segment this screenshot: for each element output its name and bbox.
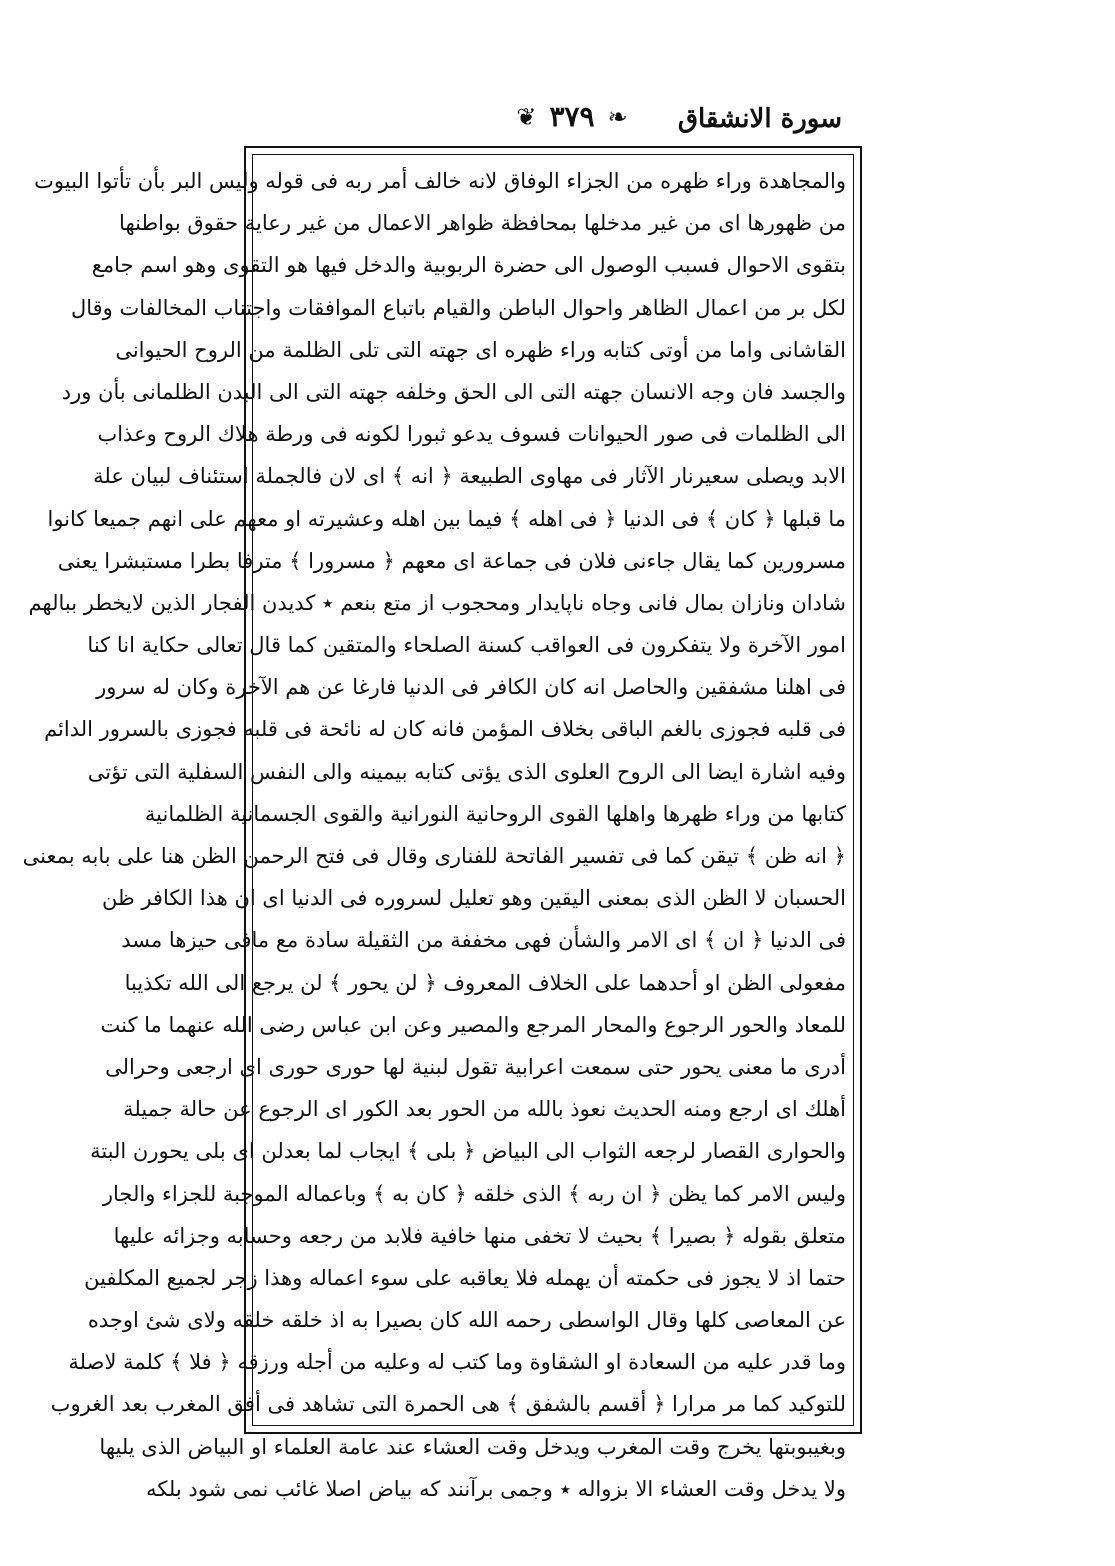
- text-line: وفيه اشارة ايضا الى الروح العلوى الذى يؤتى كتابه بيمينه والى النفس السفلية التى تؤتى: [87, 759, 846, 784]
- text-line: وما قدر عليه من السعادة او الشقاوة وما كتب له وعليه من أجله ورزقه ﴿ فلا ﴾ كلمة لاصلة: [68, 1350, 846, 1375]
- text-line: لكل بر من اعمال الظاهر واحوال الباطن والقيام باتباع الموافقات واجتناب المخالفات وقال: [70, 295, 846, 320]
- ornament-right-icon: ❧: [607, 102, 628, 131]
- page-header: [262, 100, 842, 140]
- text-line: ما قبلها ﴿ كان ﴾ فى الدنيا ﴿ فى اهله ﴾ فيما بين اهله وعشيرته او معهم على انهم جميعا كانوا: [47, 506, 846, 531]
- text-line: فى اهلنا مشفقين والحاصل انه كان الكافر فى الدنيا فارغا عن هم الآخرة وكان له سرور: [96, 675, 846, 700]
- text-line: كتابها من وراء ظهرها واهلها القوى الروحانية النورانية والقوى الجسمانية الظلمانية: [144, 801, 846, 826]
- text-line: شادان ونازان بمال فانى وجاه ناپايدار ومحجوب از متع بنعم ٭ كديدن الفجار الذين لايخطر ببالهم: [28, 590, 846, 615]
- text-line: فى الدنيا ﴿ ان ﴾ اى الامر والشأن فهى مخففة من الثقيلة سادة مع مافى حيزها مسد: [121, 928, 846, 953]
- text-line: للمعاد والحور الرجوع والمحار المرجع والمصير وعن ابن عباس رضى الله عنهما ما كنت: [100, 1012, 846, 1037]
- page-number: ٣٧٩: [549, 100, 595, 133]
- text-line: للتوكيد كما مر مرارا ﴿ أقسم بالشفق ﴾ هى الحمرة التى تشاهد فى أفق المغرب بعد الغروب: [50, 1392, 846, 1417]
- text-line: الحسبان لا الظن الذى بمعنى اليقين وهو تعليل لسروره فى الدنيا اى ان هذا الكافر ظن: [101, 886, 846, 911]
- text-line: فى قلبه فجوزى بالغم الباقى بخلاف المؤمن فانه كان له نائحة فى قلبه فجوزى بالسرور الدائم: [44, 717, 846, 742]
- text-line: أهلك اى ارجع ومنه الحديث نعوذ بالله من الحور بعد الكور اى الرجوع عن حالة جميلة: [123, 1097, 846, 1122]
- text-line: القاشانى واما من أوتى كتابه وراء ظهره اى جهته التى تلى الظلمة من الروح الحيوانى: [115, 337, 846, 362]
- text-line: من ظهورها اى من غير مدخلها بمحافظة ظواهر الاعمال من غير رعاية حقوق بواطنها: [119, 211, 846, 236]
- text-line: وبغيبوبتها يخرج وقت المغرب ويدخل وقت العشاء عند عامة العلماء او البياض الذى يليها: [99, 1434, 846, 1459]
- text-line: ﴿ انه ظن ﴾ تيقن كما فى تفسير الفاتحة للفنارى وقال فى فتح الرحمن الظن هنا على بابه بمعنى: [22, 844, 846, 868]
- text-line: والحوارى القصار لرجعه الثواب الى البياض ﴿ بلى ﴾ ايجاب لما بعدلن اى بلى يحورن البتة: [90, 1139, 846, 1164]
- text-line: متعلق بقوله ﴿ بصيرا ﴾ بحيث لا تخفى منها خافية فلابد من رجعه وحسابه وجزائه عليها: [113, 1223, 846, 1248]
- text-frame: [22, 146, 862, 1501]
- text-line: حتما اذ لا يجوز فى حكمته أن يهمله فلا يعاقبه على سوء اعماله وهذا زجر لجميع المكلفين: [84, 1265, 846, 1290]
- text-line: مفعولى الظن او أحدهما على الخلاف المعروف ﴿ لن يحور ﴾ لن يرجع الى الله تكذيبا: [124, 970, 846, 995]
- text-line: امور الآخرة ولا يتفكرون فى العواقب كسنة الصلحاء والمتقين كما قال تعالى حكاية انا كنا: [87, 633, 846, 658]
- page-number-block: [492, 100, 652, 140]
- text-line: والجسد فان وجه الانسان جهته التى الى الحق وخلفه جهته التى الى البدن الظلمانى بأن ورد: [61, 379, 846, 404]
- text-line: أدرى ما معنى يحور حتى سمعت اعرابية تقول لبنية لها حورى حورى اى ارجعى وحرالى: [105, 1054, 846, 1079]
- ornament-left-icon: ❦: [516, 102, 537, 131]
- running-title: سورة الانشقاق: [677, 104, 842, 134]
- text-line: الى الظلمات فى صور الحيوانات فسوف يدعو ثبورا لكونه فى ورطة هلاك الروح وعذاب: [97, 422, 846, 447]
- text-line: الابد ويصلى سعيرنار الآثار فى مهاوى الطبيعة ﴿ انه ﴾ اى لان فالجملة استئناف لبيان علة: [93, 464, 846, 489]
- text-line: مسرورين كما يقال جاءنى فلان فى جماعة اى معهم ﴿ مسرورا ﴾ مترفا بطرا مستبشرا يعنى: [57, 548, 846, 573]
- text-line: ولا يدخل وقت العشاء الا بزواله ٭ وجمى برآنند كه بياض اصلا غائب نمى شود بلكه: [146, 1476, 846, 1501]
- text-line: عن المعاصى كلها وقال الواسطى رحمه الله كان بصيرا به اذ خلقه خلقه ولاى شئ اوجده: [87, 1308, 846, 1333]
- text-line: والمجاهدة وراء ظهره من الجزاء الوفاق لانه خالف أمر ربه فى قوله وليس البر بأن تأتوا البيوت: [34, 169, 846, 193]
- text-line: وليس الامر كما يظن ﴿ ان ربه ﴾ الذى خلقه ﴿ كان به ﴾ وباعماله الموجبة للجزاء والجار: [102, 1181, 846, 1206]
- body-text: [22, 160, 846, 1510]
- text-line: بتقوى الاحوال فسبب الوصول الى حضرة الربوبية والدخل فيها هو التقوى وهو اسم جامع: [91, 253, 846, 278]
